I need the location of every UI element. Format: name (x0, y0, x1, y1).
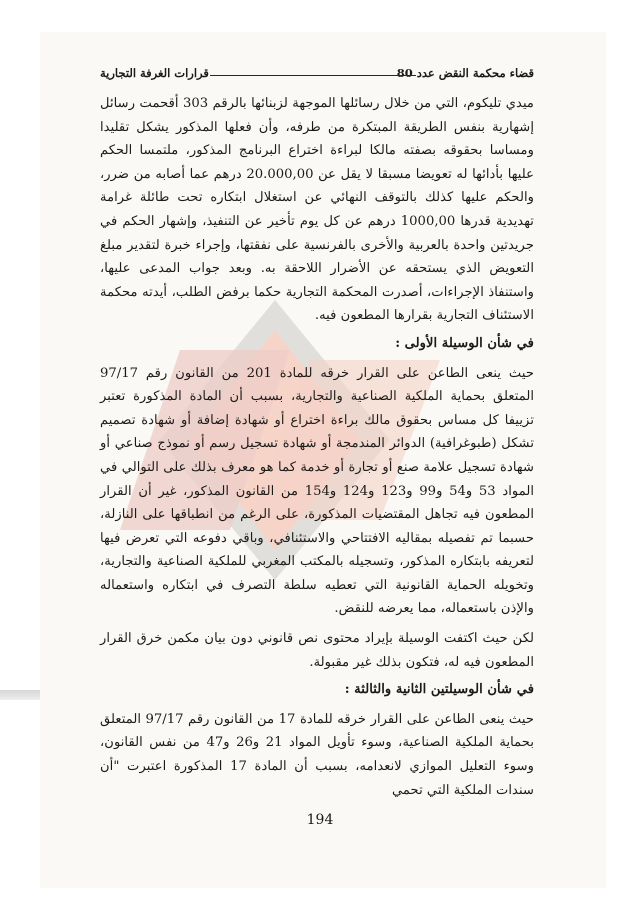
document-body (100, 92, 534, 802)
header-rule (210, 75, 416, 76)
paragraph-1: ميدي تليكوم، التي من خلال رسائلها الموجهة لزبنائها بالرقم 303 أقحمت رسائل إشهارية بنفس الطريقة المبتكرة من طرفه، وأن فعلها المذكور يشكل تقليدا ومساسا بحقوقه بصفته مالكا لبراءة اختراع البرنامج المذكور، ملتمسا الحكم عليها بأدائها له تعويضا مسبقا لا يقل عن 20.000,00 درهم عما أصابه من ضرر، والحكم عليها كذلك بالتوقف النهائي عن استغلال ابتكاره تحت طائلة غرامة تهديدية قدرها 1000,00 درهم عن كل يوم تأخير عن التنفيذ، وإشهار الحكم في جريدتين واحدة بالعربية والأخرى بالفرنسية على نفقتها، وإجراء خبرة لتقدير مبلغ التعويض الذي يستحقه عن الأضرار اللاحقة به. وبعد جواب المدعى عليها، واستنفاذ الإجراءات، أصدرت المحكمة التجارية حكما برفض الطلب، أيدته محكمة الاستئناف التجارية بقرارها المطعون فيه. (100, 96, 535, 324)
heading-first-ground: في شأن الوسيلة الأولى : (395, 335, 534, 351)
paragraph-3: لكن حيث اكتفت الوسيلة بإيراد محتوى نص قانوني دون بيان مكمن خرق القرار المطعون فيه له، فتكون بذلك غير مقبولة. (100, 631, 534, 670)
running-header (100, 66, 534, 86)
paragraph-2: حيث ينعى الطاعن على القرار خرقه للمادة 201 من القانون رقم 97/17 المتعلق بحماية الملكية الصناعية والتجارية، بسبب أن المادة المذكورة تعتبر تزييفا كل مساس بحقوق مالك براءة اختراع أو شهادة إضافة أو شهادة تصميم تشكل (طبوغرافية) الدوائر المندمجة أو شهادة تسجيل رسم أو نموذج صناعي أو شهادة تسجيل علامة صنع أو تجارة أو خدمة كما هو معرف بذلك على التوالي في المواد 53 و54 و99 و123 و124 و154 من القانون المذكور، غير أن القرار المطعون فيه تجاهل المقتضيات المذكورة، على الرغم من انطباقها على النازلة، حسبما تم تفصيله بمقاليه الافتتاحي والاستئنافي، وباقي دفوعه التي تعرض فيها لتعريفه بابتكاره المذكور، وتسجيله بالمكتب المغربي للملكية الصناعية والتجارية، وتخويله الحماية القانونية التي تعطيه سلطة التصرف في ابتكاره واستعماله والإذن باستعماله، مما يعرضه للنقض. (100, 365, 535, 617)
section-title: قرارات الغرفة التجارية (100, 66, 209, 80)
paragraph-4: حيث ينعى الطاعن على القرار خرقه للمادة 17 من القانون رقم 97/17 المتعلق بحماية الملكية الصناعية، وسوء تأويل المواد 21 و26 و47 من نفس القانون، وسوء التعليل الموازي لانعدامه، بسبب أن المادة 17 المذكورة اعتبرت "أن سندات الملكية التي تحمي (100, 711, 535, 798)
heading-second-third-grounds: في شأن الوسيلتين الثانية والثالثة : (344, 682, 534, 698)
journal-title: قضاء محكمة النقض عدد 80 (396, 66, 534, 80)
page-number: 194 (306, 812, 334, 828)
